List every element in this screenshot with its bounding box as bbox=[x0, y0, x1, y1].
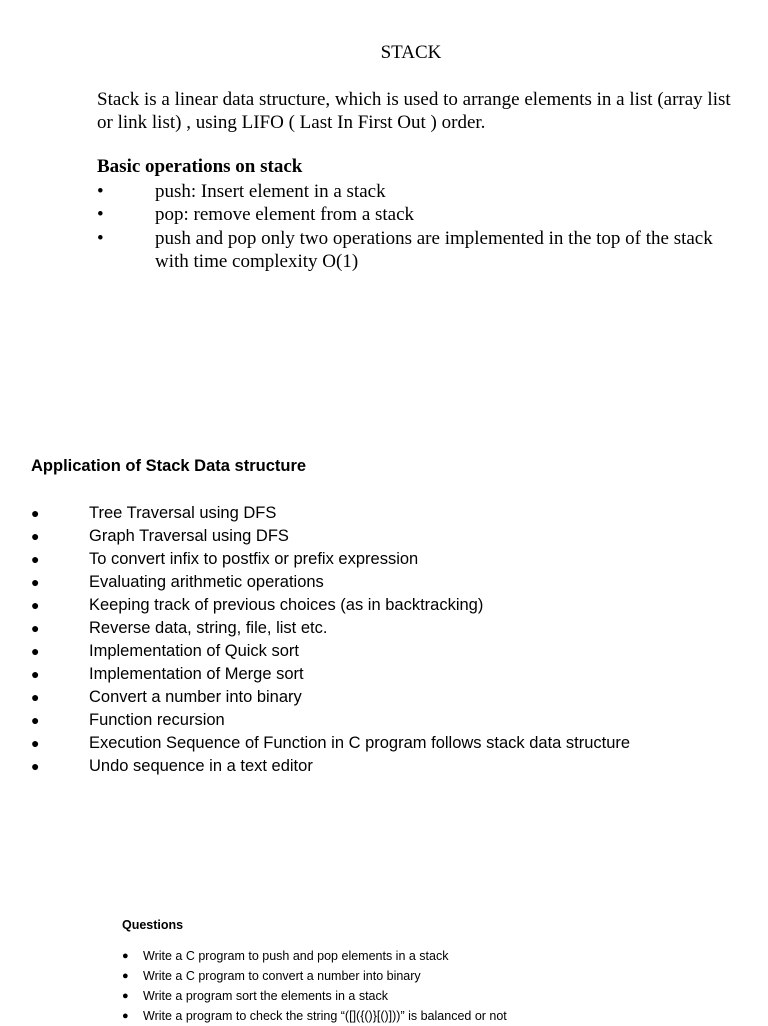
list-item bbox=[31, 548, 751, 571]
list-item bbox=[31, 617, 751, 640]
bullet-icon: ● bbox=[122, 990, 129, 1002]
application-text: Function recursion bbox=[89, 711, 225, 729]
list-item bbox=[31, 502, 751, 525]
application-text: Implementation of Quick sort bbox=[89, 642, 300, 660]
question-text: Write a program sort the elements in a stack bbox=[143, 989, 389, 1003]
list-item bbox=[97, 203, 747, 226]
bullet-icon: ● bbox=[31, 758, 40, 774]
operations-list bbox=[97, 180, 747, 273]
list-item bbox=[31, 709, 751, 732]
application-text: Tree Traversal using DFS bbox=[89, 504, 277, 522]
applications-list bbox=[31, 502, 751, 778]
intro-paragraph: Stack is a linear data structure, which is used to arrange elements in a list (array list or link list) , using LIFO ( Last In First Out ) order. bbox=[97, 89, 731, 133]
list-item bbox=[31, 640, 751, 663]
list-item bbox=[31, 594, 751, 617]
bullet-icon: ● bbox=[31, 712, 40, 728]
list-item bbox=[97, 180, 747, 203]
bullet-icon: ● bbox=[31, 620, 40, 636]
operation-text: pop: remove element from a stack bbox=[155, 204, 415, 226]
questions-heading: Questions bbox=[122, 918, 184, 932]
list-item bbox=[31, 755, 751, 778]
bullet-icon: ● bbox=[31, 643, 40, 659]
bullet-icon: ● bbox=[31, 505, 40, 521]
bullet-icon: ● bbox=[31, 689, 40, 705]
list-item bbox=[97, 227, 747, 274]
list-item bbox=[31, 663, 751, 686]
bullet-icon: ● bbox=[31, 597, 40, 613]
bullet-icon: ● bbox=[122, 1010, 129, 1022]
page-title: STACK bbox=[380, 42, 442, 63]
bullet-icon: ● bbox=[31, 528, 40, 544]
list-item bbox=[122, 1006, 742, 1026]
questions-list bbox=[122, 946, 742, 1026]
bullet-icon: ● bbox=[31, 574, 40, 590]
application-text: Undo sequence in a text editor bbox=[89, 757, 313, 775]
bullet-icon: ● bbox=[122, 950, 129, 962]
question-text: Write a C program to push and pop elements in a stack bbox=[143, 949, 449, 963]
bullet-icon: ● bbox=[122, 970, 129, 982]
list-item bbox=[122, 966, 742, 986]
application-text: Graph Traversal using DFS bbox=[89, 527, 289, 545]
applications-heading: Application of Stack Data structure bbox=[31, 457, 307, 475]
list-item bbox=[31, 686, 751, 709]
question-text: Write a program to check the string “([]({()}[()]))” is balanced or not bbox=[143, 1009, 507, 1023]
application-text: To convert infix to postfix or prefix expression bbox=[89, 550, 419, 568]
operations-heading: Basic operations on stack bbox=[97, 156, 303, 177]
application-text: Reverse data, string, file, list etc. bbox=[89, 619, 328, 637]
bullet-icon: • bbox=[97, 181, 104, 202]
application-text: Execution Sequence of Function in C program follows stack data structure bbox=[89, 734, 631, 752]
list-item bbox=[122, 986, 742, 1006]
operation-text: push: Insert element in a stack bbox=[155, 181, 386, 202]
list-item bbox=[31, 525, 751, 548]
application-text: Evaluating arithmetic operations bbox=[89, 573, 324, 591]
application-text: Convert a number into binary bbox=[89, 688, 302, 706]
bullet-icon: ● bbox=[31, 735, 40, 751]
bullet-icon: ● bbox=[31, 551, 40, 567]
operation-text: push and pop only two operations are implemented in the top of the stack with time complexity O(1) bbox=[155, 227, 713, 272]
list-item bbox=[31, 732, 751, 755]
bullet-icon: ● bbox=[31, 666, 40, 682]
list-item bbox=[31, 571, 751, 594]
list-item bbox=[122, 946, 742, 966]
question-text: Write a C program to convert a number into binary bbox=[143, 969, 421, 983]
application-text: Implementation of Merge sort bbox=[89, 665, 304, 683]
application-text: Keeping track of previous choices (as in backtracking) bbox=[89, 596, 484, 614]
bullet-icon: • bbox=[97, 204, 104, 226]
bullet-icon: • bbox=[97, 227, 104, 249]
